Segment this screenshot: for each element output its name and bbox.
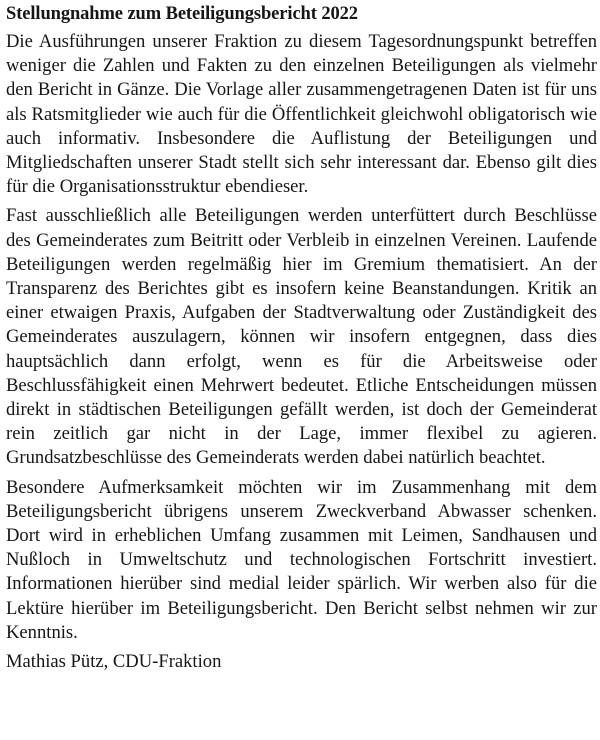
paragraph-1: Die Ausführungen unserer Fraktion zu diesem Tagesordnungspunkt betreffen weniger die Zahlen und Fakten zu den einzelnen Beteiligungen als vielmehr den Bericht in Gänze. Die Vorlage aller zusammengetragenen Daten ist für uns als Ratsmitglieder wie auch für die Öffentlichkeit gleichwohl obligatorisch wie auch informativ. Insbesondere die Auflistung der Beteiligungen und Mitgliedschaften unserer Stadt stellt sich sehr interessant dar. Ebenso gilt dies für die Organisationsstruktur ebendieser. (6, 31, 597, 198)
article-title: Stellungnahme zum Beteiligungsbericht 2022 (6, 4, 358, 24)
paragraph-2: Fast ausschließlich alle Beteiligungen werden unterfüttert durch Beschlüsse des Gemeinderates zum Beitritt oder Verbleib in einzelnen Vereinen. Laufende Beteiligungen werden regelmäßig hier im Gremium thematisiert. An der Transparenz des Berichtes gibt es insofern keine Beanstandungen. Kritik an einer etwaigen Praxis, Aufgaben der Stadtverwaltung oder Zuständigkeit des Gemeinderates auszulagern, können wir insofern entgegnen, dass dies hauptsächlich dann erfolgt, wenn es für die Arbeitsweise oder Beschlussfähigkeit einen Mehrwert bedeutet. Etliche Entscheidungen müssen direkt in städtischen Beteiligungen gefällt werden, ist doch der Gemeinderat rein zeitlich gar nicht in der Lage, immer flexibel zu agieren. Grundsatzbeschlüsse des Gemeinderats werden dabei natürlich beachtet. (6, 205, 597, 469)
author-signature: Mathias Pütz, CDU-Fraktion (6, 651, 222, 673)
paragraph-3: Besondere Aufmerksamkeit möchten wir im Zusammenhang mit dem Beteiligungsbericht übrigens unserem Zweckverband Abwasser schenken. Dort wird in erheblichen Umfang zusammen mit Leimen, Sandhausen und Nußloch in Umweltschutz und technologischen Fortschritt investiert. Informationen hierüber sind medial leider spärlich. Wir werben also für die Lektüre hierüber im Beteiligungsbericht. Den Bericht selbst nehmen wir zur Kenntnis. (6, 476, 597, 643)
article (6, 2, 597, 674)
